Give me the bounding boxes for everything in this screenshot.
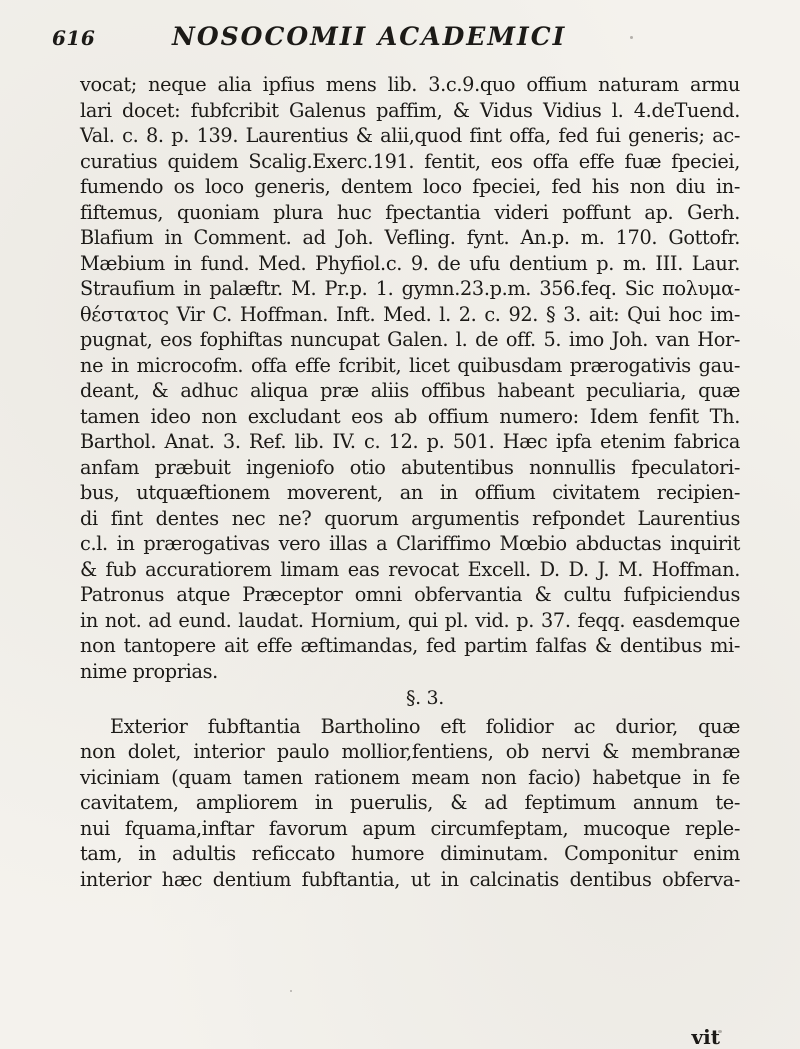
text-line: c.l. in prærogativas vero illas a Clariffimo Mœbio abductas inquirit xyxy=(80,532,740,555)
text-line: nui fquama,inftar favorum apum circumfeptam, mucoque reple- xyxy=(80,816,740,840)
text-line: Exterior fubftantia Bartholino eft folidior ac durior, quæ xyxy=(110,714,740,738)
text-line: anfam præbuit ingeniofo otio abutentibus nonnullis fpeculatori- xyxy=(80,455,740,479)
section-mark: §. 3. xyxy=(406,687,444,709)
text-line: Blafium in Comment. ad Joh. Vefling. fynt. An.p. m. 170. Gottofr. xyxy=(80,226,740,249)
text-line: pugnat, eos fophiftas nuncupat Galen. l. de off. 5. imo Joh. van Hor- xyxy=(80,328,740,351)
text-line: Mæbium in fund. Med. Phyfiol.c. 9. de ufu dentium p. m. III. Laur. xyxy=(80,251,740,275)
paper-speck xyxy=(630,36,633,39)
text-line: viciniam (quam tamen rationem meam non facio) habetque in fe xyxy=(80,765,740,789)
body-text xyxy=(80,72,740,892)
text-line: in not. ad eund. laudat. Hornium, qui pl. vid. p. 37. feqq. easdemque xyxy=(80,608,740,632)
text-line: interior hæc dentium fubftantia, ut in calcinatis dentibus obferva- xyxy=(80,867,740,891)
text-line: non dolet, interior paulo mollior,fentiens, ob nervi & membranæ xyxy=(80,740,740,763)
running-head: NOSOCOMII ACADEMICI xyxy=(172,22,567,51)
text-line: di fint dentes nec ne? quorum argumentis refpondet Laurentius xyxy=(80,506,740,530)
text-line: fumendo os loco generis, dentem loco fpeciei, fed his non diu in- xyxy=(80,175,740,198)
text-line: θέστατος Vir C. Hoffman. Inft. Med. l. 2. c. 92. § 3. ait: Qui hoc im- xyxy=(80,302,740,326)
paper-speck xyxy=(718,1030,722,1033)
paper-speck xyxy=(290,990,292,992)
text-line: lari docet: fubfcribit Galenus paffim, & Vidus Vidius l. 4.deTuend. xyxy=(80,98,740,122)
text-line: tamen ideo non excludant eos ab offium numero: Idem fenfit Th. xyxy=(80,404,740,428)
text-line: Barthol. Anat. 3. Ref. lib. IV. c. 12. p. 501. Hæc ipfa etenim fabrica xyxy=(80,430,740,453)
catchword: vit xyxy=(691,1025,720,1049)
text-line: fiftemus, quoniam plura huc fpectantia videri poffunt ap. Gerh. xyxy=(80,200,740,224)
text-line: tam, in adultis reficcato humore diminutam. Componitur enim xyxy=(80,842,740,865)
text-line: Patronus atque Præceptor omni obfervantia & cultu fufpiciendus xyxy=(80,583,740,606)
text-line: nime proprias. xyxy=(80,659,218,683)
text-line: ne in microcofm. offa effe fcribit, licet quibusdam prærogativis gau- xyxy=(80,353,740,377)
text-line: cavitatem, ampliorem in puerulis, & ad feptimum annum te- xyxy=(80,791,740,814)
page-header xyxy=(52,22,772,62)
page-number: 616 xyxy=(52,26,96,50)
text-line: curatius quidem Scalig.Exerc.191. fentit, eos offa effe fuæ fpeciei, xyxy=(80,149,740,173)
text-line: deant, & adhuc aliqua præ aliis offibus habeant peculiaria, quæ xyxy=(80,379,740,402)
text-line: bus, utquæftionem moverent, an in offium civitatem recipien- xyxy=(80,481,740,504)
text-line: Val. c. 8. p. 139. Laurentius & alii,quod fint offa, fed fui generis; ac- xyxy=(80,124,740,147)
text-line: Straufium in palæftr. M. Pr.p. 1. gymn.23.p.m. 356.feq. Sic πολυμα- xyxy=(80,277,740,300)
text-line: non tantopere ait effe æftimandas, fed partim falfas & dentibus mi- xyxy=(80,634,740,657)
text-line: & fub accuratiorem limam eas revocat Excell. D. D. J. M. Hoffman. xyxy=(80,557,740,581)
text-line: vocat; neque alia ipfius mens lib. 3.c.9.quo offium naturam armu xyxy=(80,73,740,96)
